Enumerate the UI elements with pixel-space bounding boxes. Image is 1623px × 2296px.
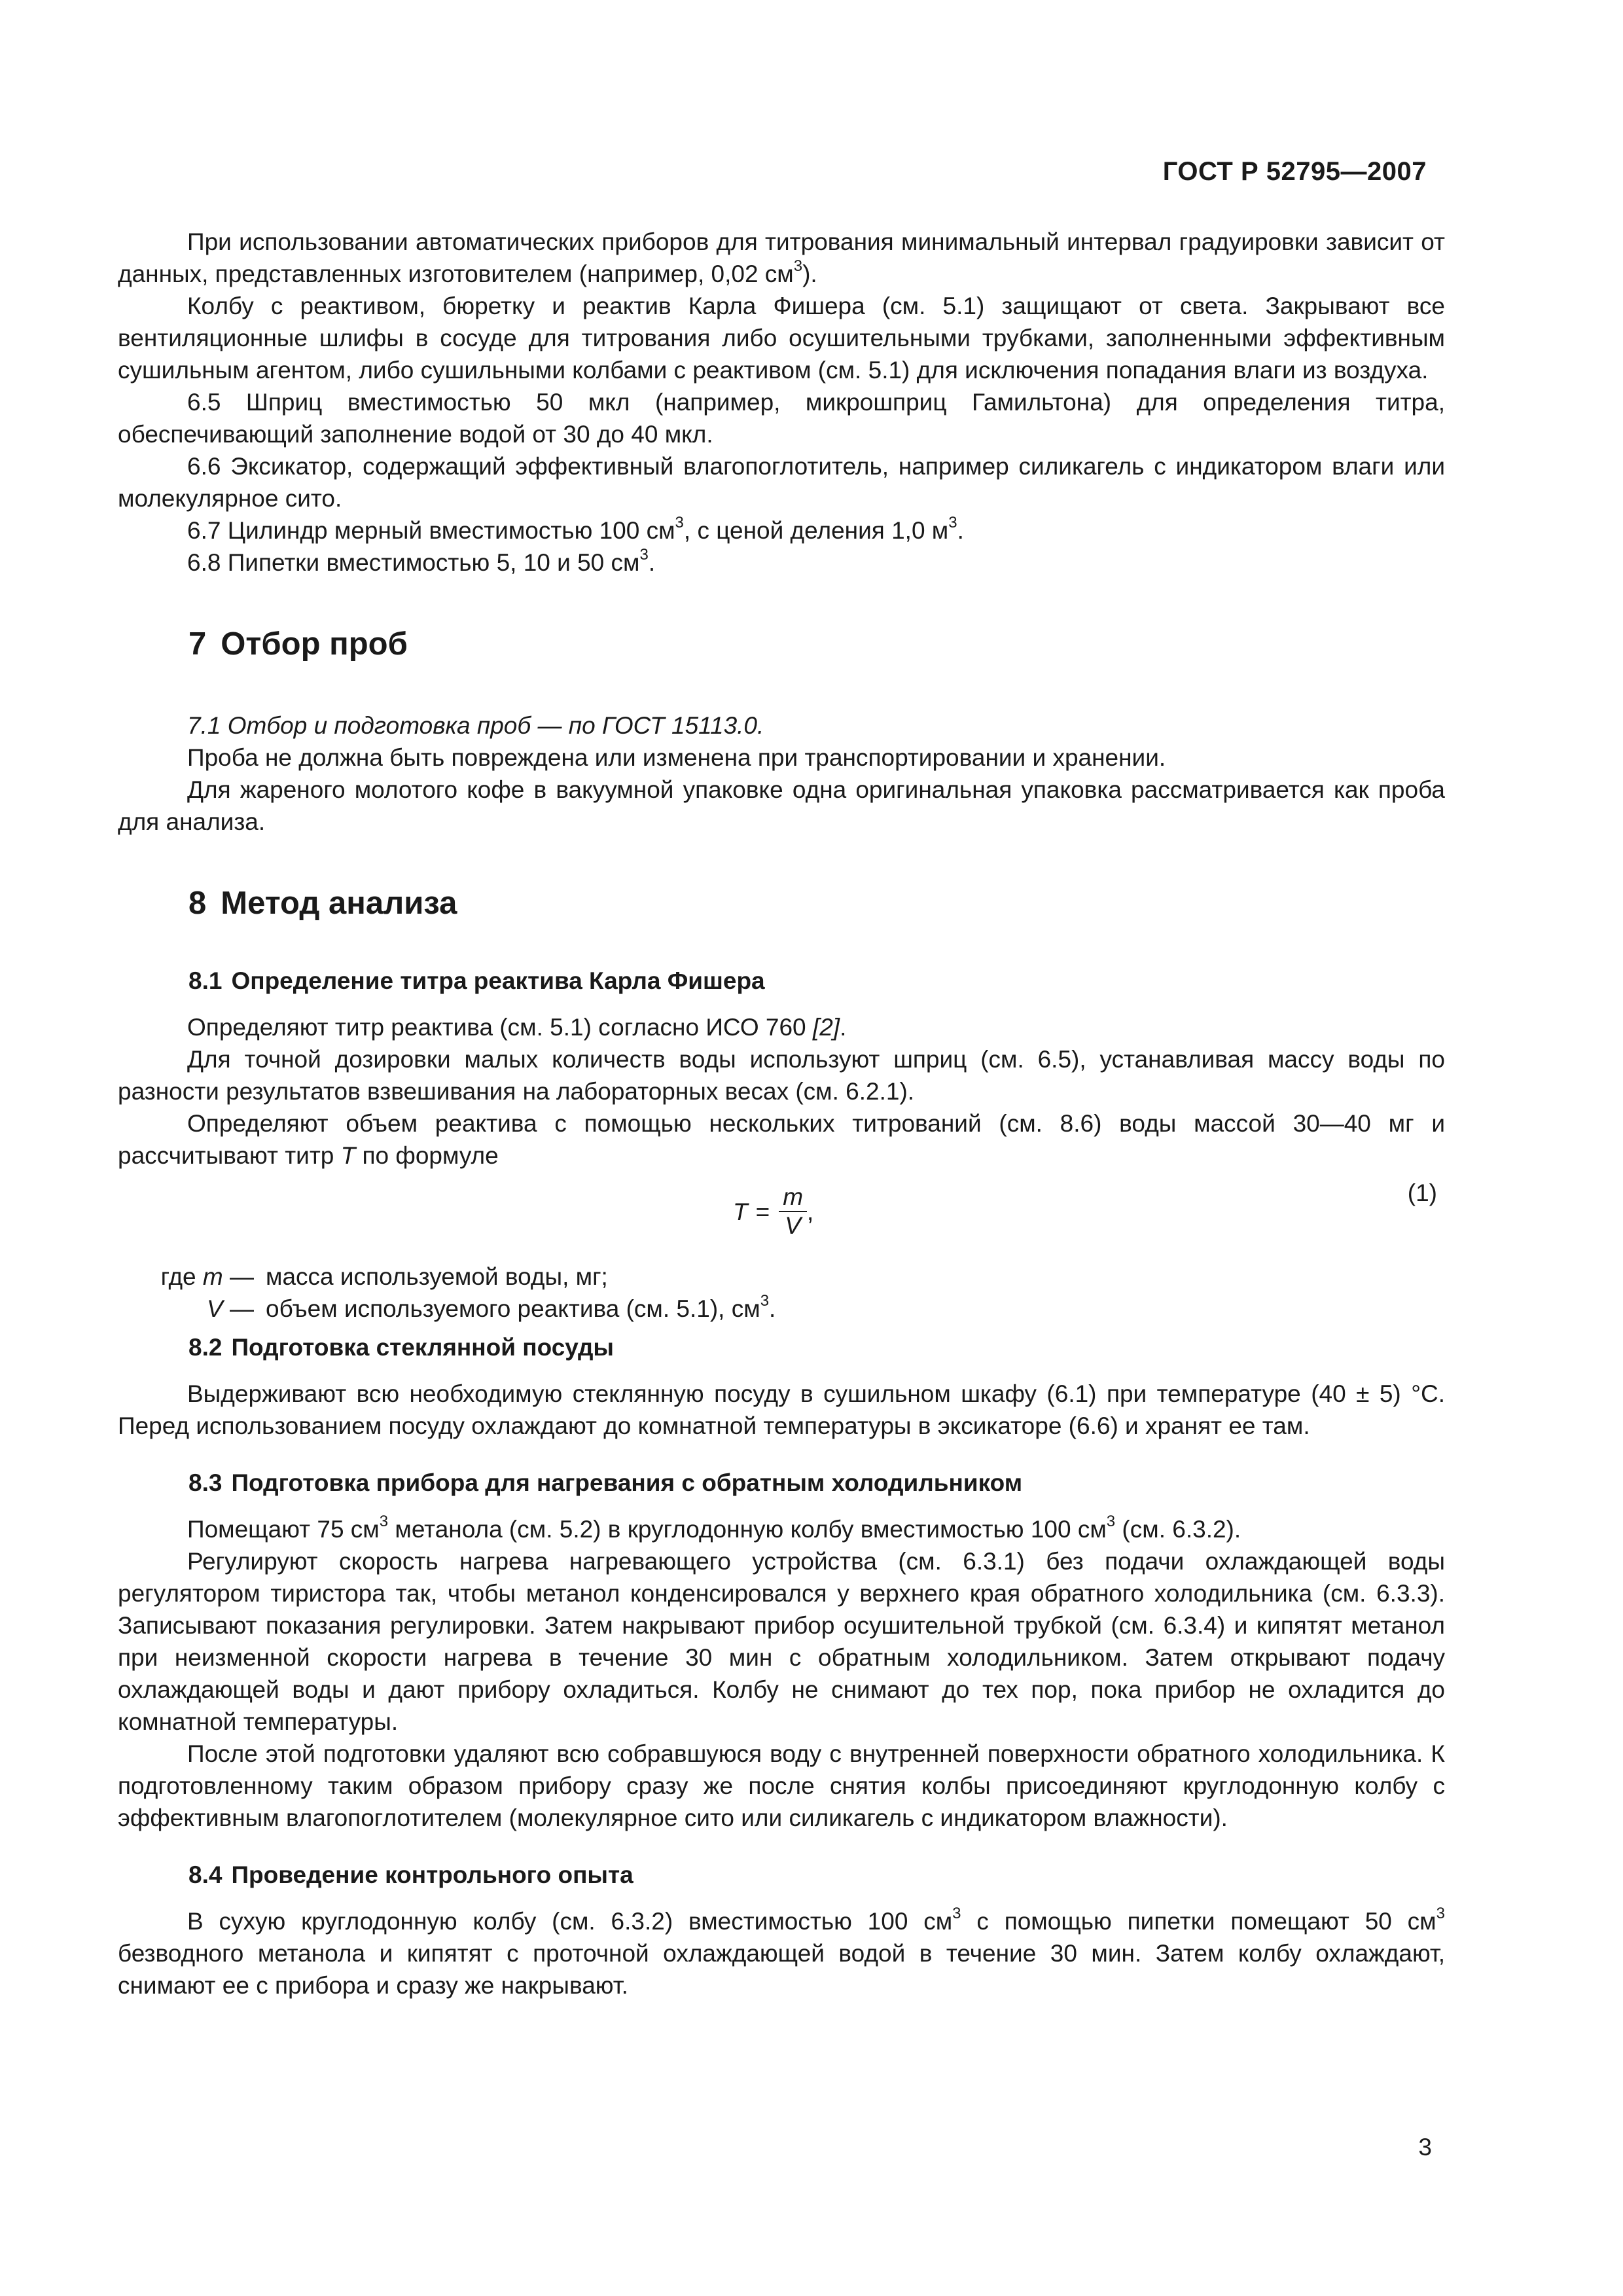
paragraph-light-protection: Колбу с реактивом, бюретку и реактив Карла Фишера (см. 5.1) защищают от света. Закрывают все вентиляционные шлифы в сосуде для титрования либо осушительными трубками, заполненными эффективным сушильным агентом, либо сушильными колбами с реактивом (см. 5.1) для исключения попадания влаги из воздуха. bbox=[118, 293, 1445, 384]
paragraph-8-1-titer: Определяют объем реактива с помощью нескольких титрований (см. 8.6) воды массой 30—40 мг и рассчитывают титр T по формуле bbox=[118, 1110, 1445, 1169]
paragraph-titration-interval: При использовании автоматических приборов для титрования минимальный интервал градуировки зависит от данных, представленных изготовителем (например, 0,02 $см^3$). bbox=[118, 228, 1445, 287]
paragraph-8-3-methanol: Помещают 75 $см^3$ метанола (см. 5.2) в круглодонную колбу вместимостью 100 $см^3$ (см. 6.3.2). bbox=[187, 1512, 1241, 1543]
page-number: 3 bbox=[1418, 2134, 1432, 2161]
section-8-heading: 8 Метод анализа bbox=[188, 886, 457, 921]
subsection-8-2-heading: 8.2 Подготовка стеклянной посуды bbox=[188, 1334, 615, 1361]
paragraph-7-1: 7.1 Отбор и подготовка проб — по ГОСТ 15113.0. bbox=[187, 712, 764, 739]
section-7-heading: 7 Отбор проб bbox=[188, 626, 408, 662]
paragraph-8-4: В сухую круглодонную колбу (см. 6.3.2) вместимостью 100 $см^3$ с помощью пипетки помещают 50 $см^3$ безводного метанола и кипятят с проточной охлаждающей водой в течение 30 мин. Затем колбу охлаждают, снимают ее с прибора и сразу же накрывают. bbox=[118, 1904, 1445, 1999]
paragraph-8-1-syringe: Для точной дозировки малых количеств воды используют шприц (см. 6.5), устанавливая массу воды по разности результатов взвешивания на лабораторных весах (см. 6.2.1). bbox=[118, 1046, 1445, 1105]
paragraph-7-sample-integrity: Проба не должна быть повреждена или изменена при транспортировании и хранении. bbox=[187, 744, 1166, 771]
paragraph-6-6: 6.6 Эксикатор, содержащий эффективный влагопоглотитель, например силикагель с индикатором влаги или молекулярное сито. bbox=[118, 453, 1445, 512]
paragraph-6-8: 6.8 Пипетки вместимостью 5, 10 и 50 $см^3$. bbox=[187, 545, 656, 576]
formula-number: (1) bbox=[1407, 1179, 1437, 1206]
formula-expression: T = $\frac{m}{V}$ , bbox=[733, 1183, 814, 1239]
document-code-header: ГОСТ Р 52795—2007 bbox=[1162, 157, 1427, 186]
where-row-v: V — объем используемого реактива (см. 5.1), $см^3$. bbox=[207, 1291, 776, 1322]
formula-fraction: $\frac{m}{V}$ bbox=[779, 1183, 807, 1240]
where-row-m: где m — масса используемой воды, мг; bbox=[160, 1263, 608, 1290]
paragraph-8-3-heating: Регулируют скорость нагрева нагревающего устройства (см. 6.3.1) без подачи охлаждающей воды регулятором тиристора так, чтобы метанол конденсировался у верхнего края обратного холодильника (см. 6.3.3). Записывают показания регулировки. Затем накрывают прибор осушительной трубкой (см. 6.3.4) и кипятят метанол при неизменной скорости нагрева в течение 30 мин с обратным холодильником. Затем открывают подачу охлаждающей воды и дают прибору охладиться. Колбу не снимают до тех пор, пока прибор не охладится до комнатной температуры. bbox=[118, 1548, 1445, 1735]
paragraph-6-5: 6.5 Шприц вместимостью 50 мкл (например, микрошприц Гамильтона) для определения титра, обеспечивающий заполнение водой от 30 до 40 мкл. bbox=[118, 389, 1445, 448]
subsection-8-3-heading: 8.3 Подготовка прибора для нагревания с обратным холодильником bbox=[188, 1469, 1023, 1496]
paragraph-8-3-after: После этой подготовки удаляют всю собравшуюся воду с внутренней поверхности обратного холодильника. К подготовленному таким образом прибору сразу же после снятия колбы присоединяют круглодонную колбу с эффективным влагопоглотителем (молекулярное сито или силикагель с индикатором влажности). bbox=[118, 1740, 1445, 1831]
subsection-8-1-heading: 8.1 Определение титра реактива Карла Фишера bbox=[188, 967, 765, 994]
page-content bbox=[118, 226, 1445, 2001]
paragraph-6-7: 6.7 Цилиндр мерный вместимостью 100 $см^3$, с ценой деления 1,0 $м^3$. bbox=[187, 513, 964, 544]
paragraph-8-2: Выдерживают всю необходимую стеклянную посуду в сушильном шкафу (6.1) при температуре (40 ± 5) °С. Перед использованием посуду охлаждают до комнатной температуры в эксикаторе (6.6) и хранят ее там. bbox=[118, 1380, 1445, 1439]
formula-1 bbox=[118, 1177, 1445, 1250]
paragraph-7-vacuum-pack: Для жареного молотого кофе в вакуумной упаковке одна оригинальная упаковка рассматривается как проба для анализа. bbox=[118, 776, 1445, 835]
paragraph-8-1-iso: Определяют титр реактива (см. 5.1) согласно ИСО 760 [2]. bbox=[187, 1014, 847, 1041]
subsection-8-4-heading: 8.4 Проведение контрольного опыта bbox=[188, 1861, 633, 1888]
